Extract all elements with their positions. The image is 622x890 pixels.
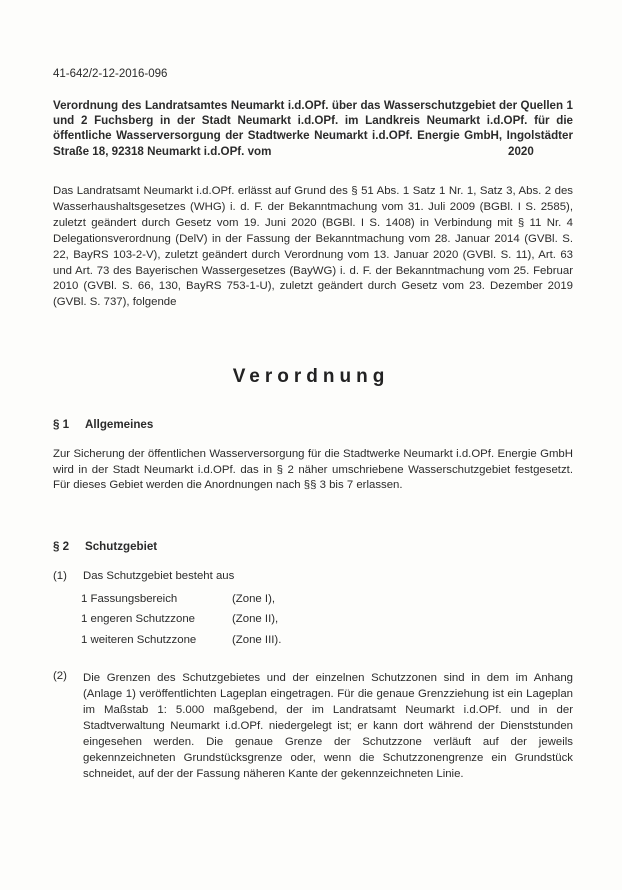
item-2-text: Die Grenzen des Schutzgebietes und der einzelnen Schutzzonen sind in dem im Anhang (Anlage 1) veröffentlichten Lageplan eingetragen. Für die genaue Grenzziehung ist ein Lageplan im Maßstab 1: 5.000 maßgebend, der im Landratsamt Neumarkt i.d.OPf. und in der Stadtverwaltung Neumarkt i.d.OPf. niedergelegt ist; er kann dort während der Dienststunden eingesehen werden. Die genaue Grenze der Schutzzone verläuft auf der jeweils gekennzeichneten Grundstücksgrenze oder, wenn die Schutzzonengrenze ein Grundstück schneidet, auf der der Fassung näheren Kante der gekennzeichneten Linie. (83, 672, 573, 780)
page-heading: Verordnung (232, 366, 390, 387)
section-1-heading (53, 418, 153, 431)
zone-1-label: (Zone I), (232, 593, 276, 605)
section-2-number: § 2 (53, 540, 70, 553)
reference-number: 41-642/2-12-2016-096 (53, 68, 168, 80)
section-2-title: Schutzgebiet (85, 540, 158, 553)
document-title (53, 98, 573, 159)
section-1-number: § 1 (53, 418, 70, 431)
zone-2-label: (Zone II), (232, 613, 279, 625)
section-1-title: Allgemeines (85, 418, 154, 431)
item-1-text: Das Schutzgebiet besteht aus (83, 570, 235, 582)
item-1-number: (1) (53, 570, 67, 582)
item-2-number: (2) (53, 670, 67, 682)
zone-1-name: 1 Fassungsbereich (81, 593, 178, 605)
zone-3-label: (Zone III). (232, 634, 282, 646)
title-year: 2020 (508, 144, 534, 158)
zone-2-name: 1 engeren Schutzzone (81, 613, 195, 625)
intro-paragraph: Das Landratsamt Neumarkt i.d.OPf. erlässt auf Grund des § 51 Abs. 1 Satz 1 Nr. 1, Satz 3, Abs. 2 des Wasserhaushaltsgesetzes (WHG) i. d. F. der Bekanntmachung vom 31. Juli 2009 (BGBl. I S. 2585), zuletzt geändert durch Gesetz vom 19. Juni 2020 (BGBl. I S. 1408) in Verbindung mit § 11 Nr. 4 Delegationsverordnung (DelV) in der Fassung der Bekanntmachung vom 28. Januar 2014 (GVBl. S. 22, BayRS 103-2-V), zuletzt geändert durch Verordnung vom 13. Januar 2020 (GVBl. S. 11), Art. 63 und Art. 73 des Bayerischen Wassergesetzes (BayWG) i. d. F. der Bekanntmachung vom 25. Februar 2010 (GVBl. S. 66, 130, BayRS 753-1-U), zuletzt geändert durch Gesetz vom 23. Dezember 2019 (GVBl. S. 737), folgende (53, 185, 573, 309)
zone-3-name: 1 weiteren Schutzzone (81, 634, 197, 646)
section-1-text: Zur Sicherung der öffentlichen Wasserversorgung für die Stadtwerke Neumarkt i.d.OPf. Energie GmbH wird in der Stadt Neumarkt i.d.OPf. das in § 2 näher umschriebene Wasserschutzgebiet festgesetzt. Für dieses Gebiet werden die Anordnungen nach §§ 3 bis 7 erlassen. (53, 448, 573, 492)
title-text: Verordnung des Landratsamtes Neumarkt i.d.OPf. über das Wasserschutzgebiet der Quellen 1 und 2 Fuchsberg in der Stadt Neumarkt i.d.OPf. im Landkreis Neumarkt i.d.OPf. für die öffentliche Wasserversorgung der Stadtwerke Neumarkt i.d.OPf. Energie GmbH, Ingolstädter Straße 18, 92318 Neumarkt i.d.OPf. vom (53, 99, 573, 158)
section-2-heading (53, 540, 157, 553)
